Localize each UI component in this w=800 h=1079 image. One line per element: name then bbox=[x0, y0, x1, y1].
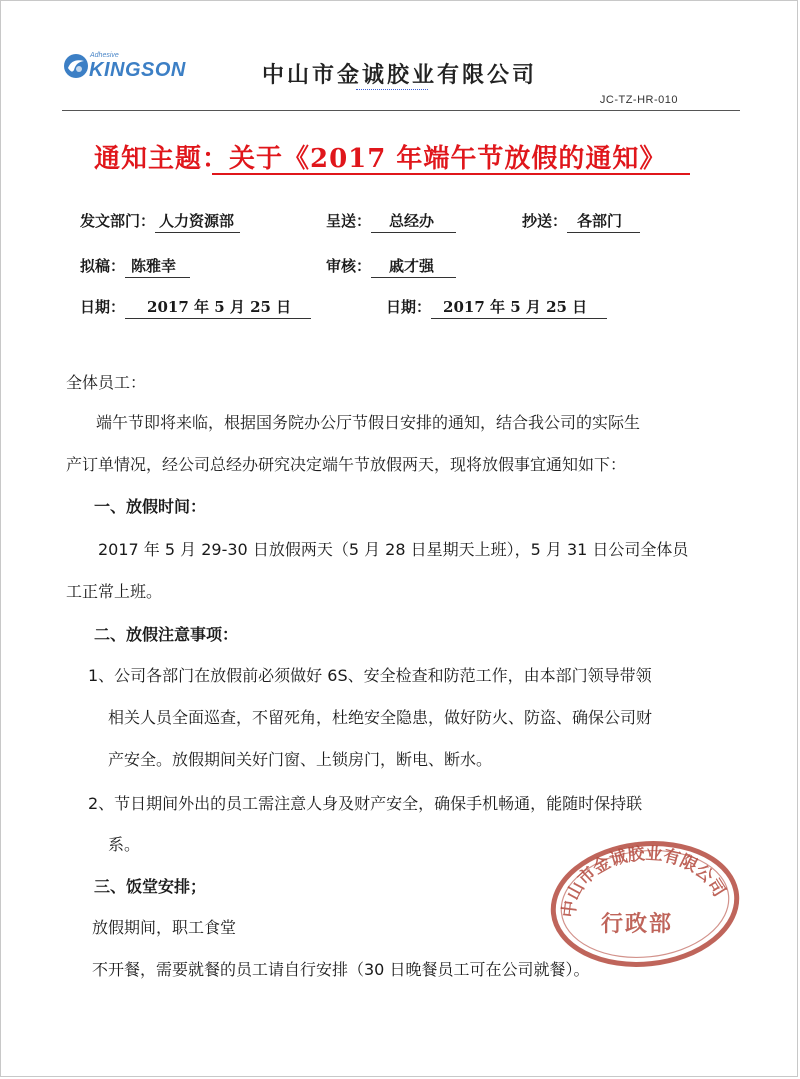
issuer-label: 发文部门： bbox=[80, 212, 156, 230]
reviewer-value: 戚才强 bbox=[371, 255, 456, 278]
section-1-line-1: 2017 年 5 月 29-30 日放假两天（5 月 28 日星期天上班），5 月 31 日公司全体员 bbox=[98, 540, 689, 559]
submit-label: 呈送： bbox=[326, 212, 372, 230]
submit-field bbox=[326, 210, 456, 233]
issuer-field bbox=[80, 210, 240, 233]
copy-field bbox=[522, 210, 640, 233]
date2-label: 日期： bbox=[386, 298, 432, 316]
drafter-value: 陈雅幸 bbox=[125, 255, 190, 278]
section-1-line-2: 工正常上班。 bbox=[66, 582, 163, 601]
company-name: 中山市金诚胶业有限公司 bbox=[262, 62, 538, 88]
item-2-line-2: 系。 bbox=[108, 835, 141, 854]
issuer-value: 人力资源部 bbox=[155, 210, 240, 233]
date1-label: 日期： bbox=[80, 298, 126, 316]
drafter-field bbox=[80, 255, 190, 278]
date2-value: 2017 年 5 月 25 日 bbox=[431, 296, 607, 319]
section-3-line-2: 不开餐，需要就餐的员工请自行安排（30 日晚餐员工可在公司就餐）。 bbox=[92, 960, 590, 979]
date1-value: 2017 年 5 月 25 日 bbox=[125, 296, 311, 319]
logo-subtitle: Adhesive bbox=[90, 52, 119, 59]
item-1-line-3: 产安全。放假期间关好门窗、上锁房门，断电、断水。 bbox=[108, 750, 493, 769]
section-2-heading: 二、放假注意事项： bbox=[94, 625, 239, 644]
company-seal bbox=[545, 838, 745, 968]
section-3-heading: 三、饭堂安排； bbox=[94, 877, 207, 896]
company-logo bbox=[62, 52, 202, 86]
greeting: 全体员工： bbox=[66, 373, 147, 392]
title-underline bbox=[212, 173, 690, 175]
spellcheck-underline bbox=[356, 86, 428, 90]
reviewer-field bbox=[326, 255, 456, 278]
item-1-line-1: 1、公司各部门在放假前必须做好 6S、安全检查和防范工作，由本部门领导带领 bbox=[88, 666, 652, 685]
section-1-heading: 一、放假时间： bbox=[94, 497, 207, 516]
section-3-line-1: 放假期间，职工食堂 bbox=[92, 918, 237, 937]
seal-department: 行政部 bbox=[601, 911, 674, 937]
logo-wordmark: KINGSON bbox=[89, 59, 186, 81]
seal-stamp-icon bbox=[545, 838, 745, 968]
drafter-label: 拟稿： bbox=[80, 257, 126, 275]
submit-value: 总经办 bbox=[371, 210, 456, 233]
item-2-line-1: 2、节日期间外出的员工需注意人身及财产安全，确保手机畅通，能随时保持联 bbox=[88, 794, 643, 813]
copy-value: 各部门 bbox=[567, 210, 640, 233]
document-code: JC-TZ-HR-010 bbox=[599, 94, 678, 106]
item-1-line-2: 相关人员全面巡查，不留死角，杜绝安全隐患，做好防火、防盗、确保公司财 bbox=[108, 708, 653, 727]
intro-line-1: 端午节即将来临，根据国务院办公厅节假日安排的通知，结合我公司的实际生 bbox=[96, 413, 641, 432]
logo-swirl-icon bbox=[62, 52, 90, 80]
seal-ring-text: 中山市金诚胶业有限公司 bbox=[559, 844, 729, 919]
date1-field bbox=[80, 296, 311, 319]
notice-title: 通知主题：关于《2017 年端午节放假的通知》 bbox=[94, 144, 667, 174]
intro-line-2: 产订单情况，经公司总经办研究决定端午节放假两天，现将放假事宜通知如下： bbox=[66, 455, 627, 474]
reviewer-label: 审核： bbox=[326, 257, 372, 275]
copy-label: 抄送： bbox=[522, 212, 568, 230]
date2-field bbox=[386, 296, 607, 319]
header-divider bbox=[62, 110, 740, 111]
